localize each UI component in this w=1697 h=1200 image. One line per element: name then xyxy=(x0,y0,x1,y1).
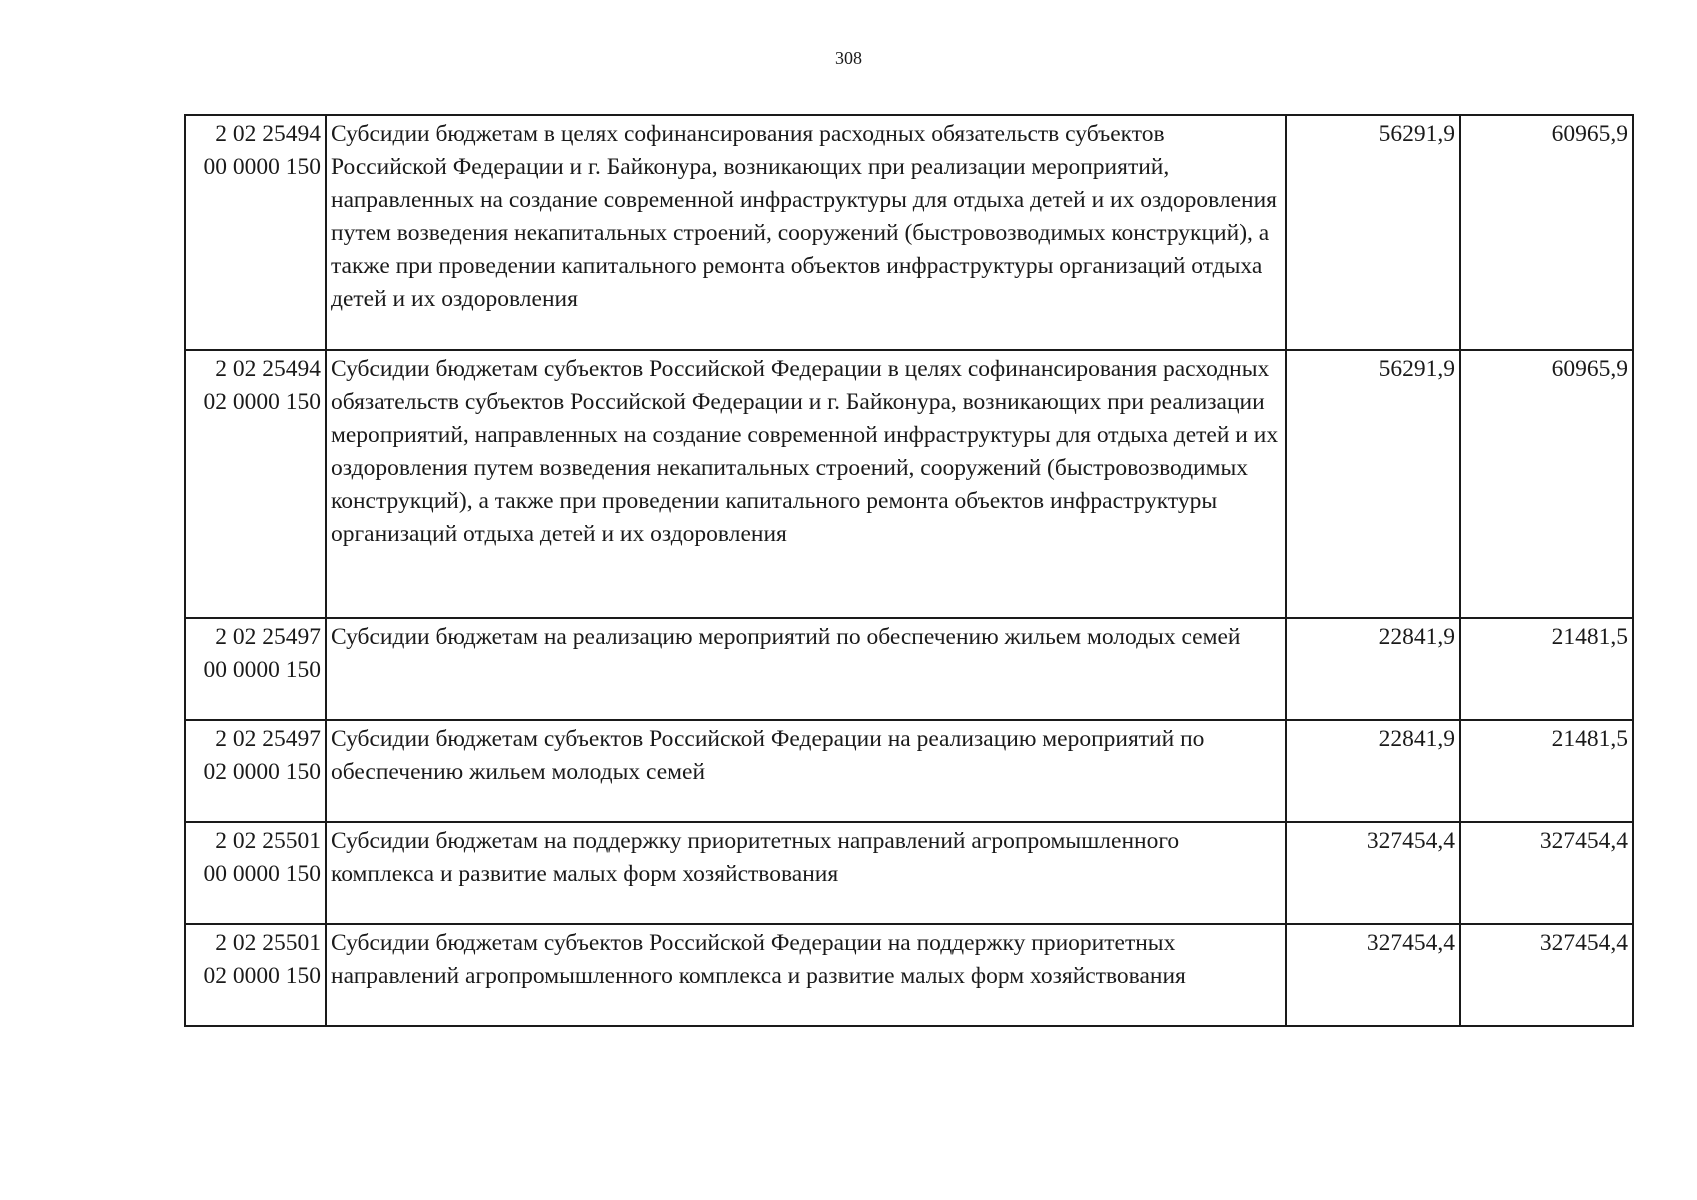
table-row xyxy=(185,924,1633,1026)
budget-code-line: 2 02 25501 xyxy=(215,828,321,854)
table-row xyxy=(185,822,1633,924)
budget-code-cell xyxy=(185,350,326,618)
budget-code-cell xyxy=(185,720,326,822)
value-cell-2: 60965,9 xyxy=(1460,115,1633,350)
description-cell: Субсидии бюджетам на реализацию мероприятий по обеспечению жильем молодых семей xyxy=(326,618,1286,720)
budget-code-cell xyxy=(185,924,326,1026)
description-cell: Субсидии бюджетам субъектов Российской Федерации в целях софинансирования расходных обязательств субъектов Российской Федерации и г. Байконура, возникающих при реализации мероприятий, направленных на создание современной инфраструктуры для отдыха детей и их оздоровления путем возведения некапитальных строений, сооружений (быстровозводимых конструкций), а также при проведении капитального ремонта объектов инфраструктуры организаций отдыха детей и их оздоровления xyxy=(326,350,1286,618)
value-cell-2: 60965,9 xyxy=(1460,350,1633,618)
budget-code-cell xyxy=(185,618,326,720)
budget-code-line: 00 0000 150 xyxy=(203,154,321,180)
budget-code-line: 2 02 25497 xyxy=(215,726,321,752)
value-cell-2: 21481,5 xyxy=(1460,720,1633,822)
budget-code-line: 2 02 25494 xyxy=(215,121,321,147)
budget-code-line: 2 02 25494 xyxy=(215,356,321,382)
budget-code-line: 02 0000 150 xyxy=(203,759,321,785)
budget-code-cell xyxy=(185,115,326,350)
budget-code-line: 02 0000 150 xyxy=(203,389,321,415)
page-number: 308 xyxy=(835,48,862,68)
description-cell: Субсидии бюджетам в целях софинансирования расходных обязательств субъектов Российской Федерации и г. Байконура, возникающих при реализации мероприятий, направленных на создание современной инфраструктуры для отдыха детей и их оздоровления путем возведения некапитальных строений, сооружений (быстровозводимых конструкций), а также при проведении капитального ремонта объектов инфраструктуры организаций отдыха детей и их оздоровления xyxy=(326,115,1286,350)
description-cell: Субсидии бюджетам субъектов Российской Федерации на поддержку приоритетных направлений агропромышленного комплекса и развитие малых форм хозяйствования xyxy=(326,924,1286,1026)
value-cell-1: 22841,9 xyxy=(1286,720,1460,822)
value-cell-1: 327454,4 xyxy=(1286,924,1460,1026)
description-cell: Субсидии бюджетам на поддержку приоритетных направлений агропромышленного комплекса и развитие малых форм хозяйствования xyxy=(326,822,1286,924)
budget-code-cell xyxy=(185,822,326,924)
value-cell-1: 327454,4 xyxy=(1286,822,1460,924)
value-cell-2: 21481,5 xyxy=(1460,618,1633,720)
budget-code-line: 00 0000 150 xyxy=(203,861,321,887)
value-cell-1: 56291,9 xyxy=(1286,115,1460,350)
budget-code-line: 2 02 25497 xyxy=(215,624,321,650)
budget-code-line: 00 0000 150 xyxy=(203,657,321,683)
budget-code-line: 2 02 25501 xyxy=(215,930,321,956)
value-cell-1: 22841,9 xyxy=(1286,618,1460,720)
description-cell: Субсидии бюджетам субъектов Российской Федерации на реализацию мероприятий по обеспечению жильем молодых семей xyxy=(326,720,1286,822)
budget-table xyxy=(184,114,1634,1027)
table-row xyxy=(185,618,1633,720)
table-row xyxy=(185,350,1633,618)
value-cell-1: 56291,9 xyxy=(1286,350,1460,618)
table-row xyxy=(185,115,1633,350)
value-cell-2: 327454,4 xyxy=(1460,822,1633,924)
budget-code-line: 02 0000 150 xyxy=(203,963,321,989)
table-row xyxy=(185,720,1633,822)
value-cell-2: 327454,4 xyxy=(1460,924,1633,1026)
